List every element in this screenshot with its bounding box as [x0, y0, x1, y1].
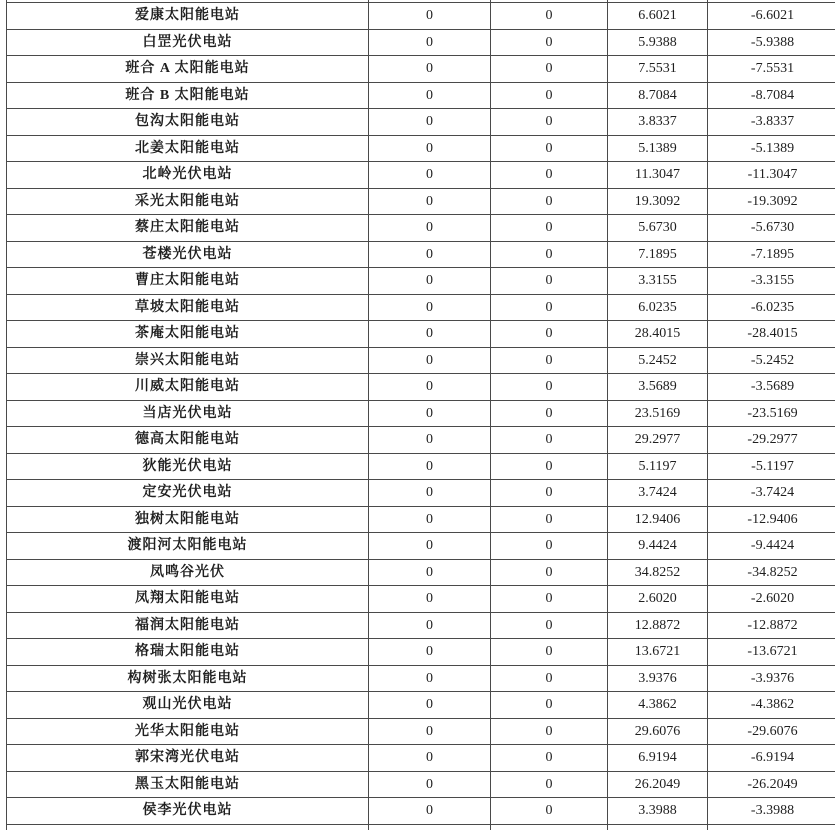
- zero-value-cell: 0: [369, 718, 491, 745]
- negative-value-cell: -28.4015: [708, 321, 835, 348]
- zero-value-cell: 0: [369, 692, 491, 719]
- negative-value-cell: -8.7084: [708, 82, 835, 109]
- station-name-cell: 黑玉太阳能电站: [7, 771, 369, 798]
- table-row: [7, 559, 835, 586]
- station-name-cell: 北岭光伏电站: [7, 162, 369, 189]
- zero-value-cell: 0: [369, 321, 491, 348]
- zero-value-cell: 0: [369, 453, 491, 480]
- positive-value-cell: 19.3092: [608, 188, 708, 215]
- station-name-cell: 定安光伏电站: [7, 480, 369, 507]
- positive-value-cell: 12.9406: [608, 506, 708, 533]
- zero-value-cell: 0: [491, 533, 608, 560]
- column-border-stub: [707, 0, 835, 2]
- zero-value-cell: 0: [369, 374, 491, 401]
- negative-value-cell: -4.3862: [708, 692, 835, 719]
- positive-value-cell: 5.2452: [608, 347, 708, 374]
- negative-value-cell: -5.1197: [708, 453, 835, 480]
- station-name-cell: 苍楼光伏电站: [7, 241, 369, 268]
- table-row: [7, 215, 835, 242]
- positive-value-cell: 23.5169: [608, 400, 708, 427]
- table-row: [7, 718, 835, 745]
- zero-value-cell: 0: [369, 427, 491, 454]
- zero-value-cell: 0: [491, 665, 608, 692]
- table-row: [7, 294, 835, 321]
- negative-value-cell: -5.9388: [708, 29, 835, 56]
- column-border-stub: [607, 0, 707, 2]
- table-row: [7, 665, 835, 692]
- negative-value-cell: -29.2977: [708, 427, 835, 454]
- zero-value-cell: 0: [369, 215, 491, 242]
- table-row: [7, 612, 835, 639]
- table-row: [7, 135, 835, 162]
- zero-value-cell: 0: [491, 771, 608, 798]
- negative-value-cell: -12.8872: [708, 612, 835, 639]
- zero-value-cell: 0: [369, 506, 491, 533]
- station-name-cell: 爱康太阳能电站: [7, 3, 369, 30]
- table-row: [7, 321, 835, 348]
- table-row: [7, 3, 835, 30]
- positive-value-cell: 6.6021: [608, 3, 708, 30]
- zero-value-cell: 0: [369, 294, 491, 321]
- station-name-cell: 崇兴太阳能电站: [7, 347, 369, 374]
- positive-value-cell: 11.3047: [608, 162, 708, 189]
- positive-value-cell: 5.1197: [608, 453, 708, 480]
- zero-value-cell: 0: [491, 29, 608, 56]
- negative-value-cell: -11.3047: [708, 162, 835, 189]
- table-row: [7, 241, 835, 268]
- negative-value-cell: -6.9194: [708, 745, 835, 772]
- positive-value-cell: 3.3988: [608, 798, 708, 825]
- zero-value-cell: 0: [491, 135, 608, 162]
- positive-value-cell: 3.8337: [608, 109, 708, 136]
- zero-value-cell: 0: [369, 82, 491, 109]
- negative-value-cell: -2.6020: [708, 586, 835, 613]
- negative-value-cell: -6.6021: [708, 3, 835, 30]
- station-name-cell: 侯李光伏电站: [7, 798, 369, 825]
- table-row: [7, 82, 835, 109]
- negative-value-cell: -5.2452: [708, 347, 835, 374]
- table-row: [7, 771, 835, 798]
- station-name-cell: 当店光伏电站: [7, 400, 369, 427]
- zero-value-cell: 0: [491, 294, 608, 321]
- station-name-cell: 福润太阳能电站: [7, 612, 369, 639]
- negative-value-cell: -3.8337: [708, 109, 835, 136]
- positive-value-cell: 3.3155: [608, 268, 708, 295]
- negative-value-cell: -34.8252: [708, 559, 835, 586]
- table-row: [7, 745, 835, 772]
- zero-value-cell: 0: [369, 586, 491, 613]
- zero-value-cell: 0: [491, 559, 608, 586]
- station-name-cell: 郭宋湾光伏电站: [7, 745, 369, 772]
- zero-value-cell: 0: [369, 400, 491, 427]
- positive-value-cell: 26.2049: [608, 771, 708, 798]
- cropped-row-top: [6, 0, 835, 2]
- column-border-stub: [6, 825, 368, 830]
- zero-value-cell: 0: [491, 3, 608, 30]
- column-border-stub: [368, 0, 490, 2]
- zero-value-cell: 0: [491, 374, 608, 401]
- negative-value-cell: -29.6076: [708, 718, 835, 745]
- zero-value-cell: 0: [491, 82, 608, 109]
- negative-value-cell: -9.4424: [708, 533, 835, 560]
- column-border-stub: [490, 0, 607, 2]
- station-name-cell: 班合 B 太阳能电站: [7, 82, 369, 109]
- positive-value-cell: 2.6020: [608, 586, 708, 613]
- zero-value-cell: 0: [491, 718, 608, 745]
- column-border-stub: [490, 825, 607, 830]
- column-border-stub: [368, 825, 490, 830]
- negative-value-cell: -26.2049: [708, 771, 835, 798]
- station-name-cell: 渡阳河太阳能电站: [7, 533, 369, 560]
- station-name-cell: 凤鸣谷光伏: [7, 559, 369, 586]
- negative-value-cell: -13.6721: [708, 639, 835, 666]
- zero-value-cell: 0: [491, 586, 608, 613]
- zero-value-cell: 0: [369, 745, 491, 772]
- zero-value-cell: 0: [369, 268, 491, 295]
- negative-value-cell: -23.5169: [708, 400, 835, 427]
- cropped-row-bottom: [6, 825, 835, 830]
- positive-value-cell: 6.0235: [608, 294, 708, 321]
- negative-value-cell: -6.0235: [708, 294, 835, 321]
- station-name-cell: 北姜太阳能电站: [7, 135, 369, 162]
- zero-value-cell: 0: [491, 798, 608, 825]
- zero-value-cell: 0: [369, 3, 491, 30]
- zero-value-cell: 0: [369, 612, 491, 639]
- station-name-cell: 德高太阳能电站: [7, 427, 369, 454]
- positive-value-cell: 5.6730: [608, 215, 708, 242]
- table-row: [7, 480, 835, 507]
- zero-value-cell: 0: [369, 109, 491, 136]
- zero-value-cell: 0: [491, 188, 608, 215]
- zero-value-cell: 0: [491, 321, 608, 348]
- zero-value-cell: 0: [369, 241, 491, 268]
- positive-value-cell: 5.9388: [608, 29, 708, 56]
- zero-value-cell: 0: [369, 798, 491, 825]
- zero-value-cell: 0: [369, 639, 491, 666]
- positive-value-cell: 29.6076: [608, 718, 708, 745]
- zero-value-cell: 0: [369, 188, 491, 215]
- zero-value-cell: 0: [491, 612, 608, 639]
- zero-value-cell: 0: [491, 427, 608, 454]
- zero-value-cell: 0: [491, 692, 608, 719]
- table-row: [7, 453, 835, 480]
- negative-value-cell: -5.6730: [708, 215, 835, 242]
- zero-value-cell: 0: [491, 480, 608, 507]
- column-border-stub: [707, 825, 835, 830]
- table-row: [7, 109, 835, 136]
- zero-value-cell: 0: [369, 162, 491, 189]
- stations-table: [6, 2, 835, 825]
- positive-value-cell: 8.7084: [608, 82, 708, 109]
- station-name-cell: 凤翔太阳能电站: [7, 586, 369, 613]
- zero-value-cell: 0: [491, 506, 608, 533]
- zero-value-cell: 0: [491, 241, 608, 268]
- negative-value-cell: -3.5689: [708, 374, 835, 401]
- positive-value-cell: 12.8872: [608, 612, 708, 639]
- zero-value-cell: 0: [369, 56, 491, 83]
- zero-value-cell: 0: [491, 109, 608, 136]
- zero-value-cell: 0: [369, 771, 491, 798]
- positive-value-cell: 34.8252: [608, 559, 708, 586]
- table-row: [7, 427, 835, 454]
- station-name-cell: 川威太阳能电站: [7, 374, 369, 401]
- station-name-cell: 包沟太阳能电站: [7, 109, 369, 136]
- station-name-cell: 班合 A 太阳能电站: [7, 56, 369, 83]
- negative-value-cell: -12.9406: [708, 506, 835, 533]
- station-name-cell: 曹庄太阳能电站: [7, 268, 369, 295]
- station-name-cell: 采光太阳能电站: [7, 188, 369, 215]
- table-row: [7, 533, 835, 560]
- positive-value-cell: 4.3862: [608, 692, 708, 719]
- positive-value-cell: 13.6721: [608, 639, 708, 666]
- positive-value-cell: 7.1895: [608, 241, 708, 268]
- station-name-cell: 光华太阳能电站: [7, 718, 369, 745]
- zero-value-cell: 0: [491, 453, 608, 480]
- table-row: [7, 586, 835, 613]
- positive-value-cell: 3.9376: [608, 665, 708, 692]
- positive-value-cell: 28.4015: [608, 321, 708, 348]
- negative-value-cell: -7.5531: [708, 56, 835, 83]
- station-name-cell: 蔡庄太阳能电站: [7, 215, 369, 242]
- station-name-cell: 白罡光伏电站: [7, 29, 369, 56]
- zero-value-cell: 0: [369, 559, 491, 586]
- negative-value-cell: -19.3092: [708, 188, 835, 215]
- table-row: [7, 506, 835, 533]
- zero-value-cell: 0: [369, 29, 491, 56]
- table-row: [7, 268, 835, 295]
- negative-value-cell: -3.3988: [708, 798, 835, 825]
- negative-value-cell: -3.9376: [708, 665, 835, 692]
- table-row: [7, 798, 835, 825]
- zero-value-cell: 0: [369, 347, 491, 374]
- table-row: [7, 29, 835, 56]
- positive-value-cell: 9.4424: [608, 533, 708, 560]
- zero-value-cell: 0: [491, 56, 608, 83]
- zero-value-cell: 0: [491, 639, 608, 666]
- column-border-stub: [607, 825, 707, 830]
- zero-value-cell: 0: [491, 162, 608, 189]
- table-row: [7, 188, 835, 215]
- positive-value-cell: 29.2977: [608, 427, 708, 454]
- column-border-stub: [6, 0, 368, 2]
- zero-value-cell: 0: [491, 745, 608, 772]
- negative-value-cell: -3.3155: [708, 268, 835, 295]
- stations-table-body: [7, 3, 835, 825]
- zero-value-cell: 0: [369, 480, 491, 507]
- table-row: [7, 347, 835, 374]
- table-row: [7, 162, 835, 189]
- positive-value-cell: 3.7424: [608, 480, 708, 507]
- zero-value-cell: 0: [491, 347, 608, 374]
- negative-value-cell: -3.7424: [708, 480, 835, 507]
- station-name-cell: 茶庵太阳能电站: [7, 321, 369, 348]
- negative-value-cell: -7.1895: [708, 241, 835, 268]
- table-row: [7, 692, 835, 719]
- positive-value-cell: 7.5531: [608, 56, 708, 83]
- station-name-cell: 狄能光伏电站: [7, 453, 369, 480]
- zero-value-cell: 0: [491, 215, 608, 242]
- positive-value-cell: 3.5689: [608, 374, 708, 401]
- zero-value-cell: 0: [369, 665, 491, 692]
- zero-value-cell: 0: [369, 533, 491, 560]
- positive-value-cell: 5.1389: [608, 135, 708, 162]
- zero-value-cell: 0: [491, 400, 608, 427]
- station-name-cell: 草坡太阳能电站: [7, 294, 369, 321]
- positive-value-cell: 6.9194: [608, 745, 708, 772]
- table-row: [7, 400, 835, 427]
- station-name-cell: 观山光伏电站: [7, 692, 369, 719]
- station-name-cell: 格瑞太阳能电站: [7, 639, 369, 666]
- station-name-cell: 构树张太阳能电站: [7, 665, 369, 692]
- negative-value-cell: -5.1389: [708, 135, 835, 162]
- table-row: [7, 374, 835, 401]
- table-row: [7, 56, 835, 83]
- zero-value-cell: 0: [369, 135, 491, 162]
- station-name-cell: 独树太阳能电站: [7, 506, 369, 533]
- table-row: [7, 639, 835, 666]
- zero-value-cell: 0: [491, 268, 608, 295]
